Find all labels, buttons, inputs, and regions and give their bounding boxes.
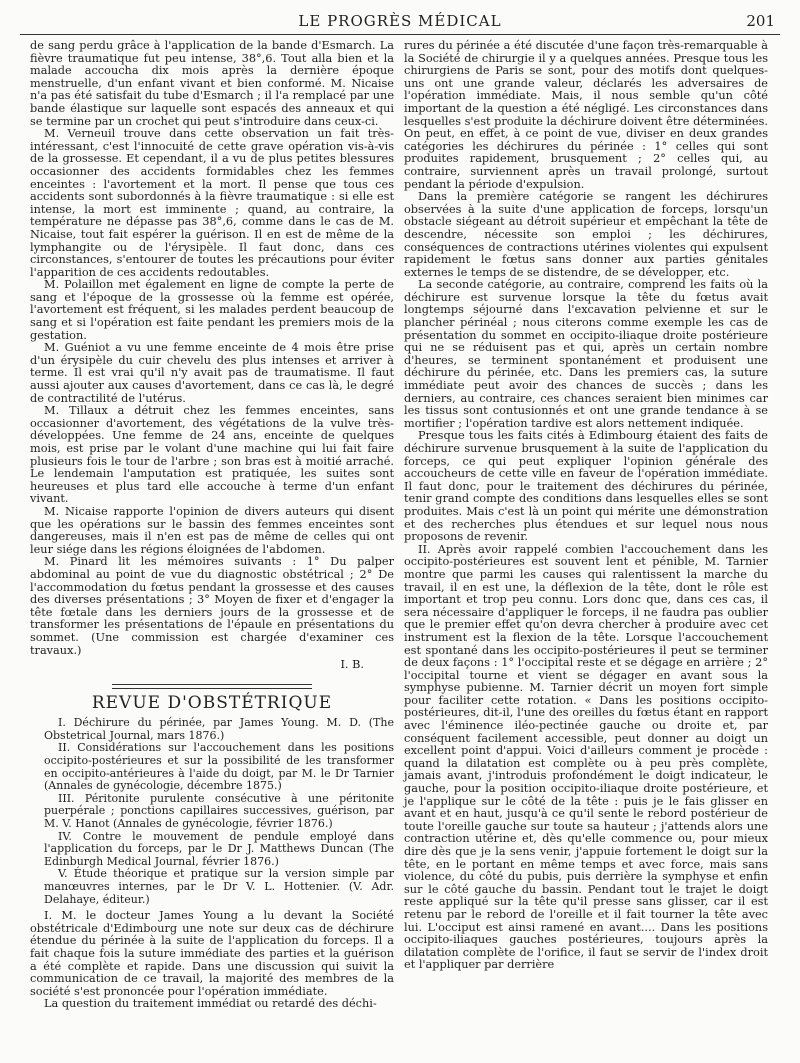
- review-item: III. Péritonite purulente consécutive à une péritonite puerpérale ; ponctions capillaires successives, guérison, par M. V. Hanot (Annales de gynécologie, février 1876.): [44, 791, 394, 831]
- page-number: 201: [746, 12, 775, 30]
- paragraph: La seconde catégorie, au contraire, comprend les faits où la déchirure est survenue lorsque la tête du fœtus avait longtemps séjourné dans l'excavation pelvienne et sur le plancher périnéal ; nous citerons comme exemple les cas de présentation du sommet en occipito-iliaque droite postérieure qui ne se réduisent pas et qui, après un certain nombre d'heures, se terminent spontanément et produisent une déchirure du périnée, etc. Dans les premiers cas, la suture immédiate peut avoir des chances de succès ; dans les derniers, au contraire, ces chances seraient bien minimes car les tissus sont contusionnés et ont une grande tendance à se mortifier ; l'opération tardive est alors nettement indiquée.: [404, 278, 768, 430]
- paragraph: Presque tous les faits cités à Edimbourg étaient des faits de déchirure survenue brusquement à la suite de l'application du forceps, ce qui peut expliquer l'opinion générale des accoucheurs de cette ville en faveur de l'opération immédiate. Il faut donc, pour le traitement des déchirures du périnée, tenir grand compte des conditions dans lesquelles elles se sont produites. Mais c'est là un point qui mérite une démonstration et des recherches plus étendues et sur lequel nous nous proposons de revenir.: [404, 429, 768, 544]
- journal-title: LE PROGRÈS MÉDICAL: [298, 12, 502, 30]
- paragraph: I. M. le docteur James Young a lu devant la Société obstétricale d'Edimbourg une note sur deux cas de déchirure étendue du périnée à la suite de l'application du forceps. Il a fait chaque fois la suture immédiate des parties et la guérison a été complète et rapide. Dans une discussion qui suivit la communication de ce travail, la majorité des membres de la société s'est prononcée pour l'opération immédiate.: [30, 909, 394, 998]
- paragraph: M. Nicaise rapporte l'opinion de divers auteurs qui disent que les opérations sur le bassin des femmes enceintes sont dangereuses, mais il n'en est pas de même de celles qui ont leur siége dans les régions éloignées de l'abdomen.: [30, 504, 394, 556]
- paragraph: M. Verneuil trouve dans cette observation un fait très-intéressant, c'est l'innocuité de cette grave opération vis-à-vis de la grossesse. Et cependant, il a vu de plus petites blessures occasionner des accidents formidables chez les femmes enceintes : l'avortement et la mort. Il pense que tous ces accidents sont subordonnés à la fièvre traumatique : si elle est intense, la mort est imminente ; quand, au contraire, la température ne dépasse pas 38°,6, comme dans le cas de M. Nicaise, tout fait espérer la guérison. Il en est de même de la lymphangite ou de l'érysipèle. Il faut donc, dans ces circonstances, s'entourer de toutes les précautions pour éviter l'apparition de ces accidents redoutables.: [30, 127, 394, 279]
- review-item: I. Déchirure du périnée, par James Young. M. D. (The Obstetrical Journal, mars 1876.): [44, 716, 394, 742]
- header-rule: [20, 34, 780, 35]
- paragraph: rures du périnée a été discutée d'une façon très-remarquable à la Société de chirurgie il y a quelques années. Presque tous les chirurgiens de Paris se sont, pour des motifs dont quelques-uns ont une grande valeur, déclarés les adversaires de l'opération immédiate. Mais, il nous semble qu'un côté important de la question a été négligé. Les circonstances dans lesquelles s'est produite la déchirure doivent être déterminées. On peut, en effet, à ce point de vue, diviser en deux grandes catégories les déchirures du périnée : 1° celles qui sont produites rapidement, brusquement ; 2° celles qui, au contraire, surviennent après un travail prolongé, surtout pendant la période d'expulsion.: [404, 39, 768, 191]
- paragraph: M. Polaillon met également en ligne de compte la perte de sang et l'époque de la grossesse où la femme est opérée, l'avortement est fréquent, si les malades perdent beaucoup de sang et si l'opération est faite pendant les premiers mois de la gestation.: [30, 278, 394, 342]
- review-item: V. Étude théorique et pratique sur la version simple par manœuvres internes, par le Dr V. L. Hottenier. (V. Adr. Delahaye, éditeur.): [44, 867, 394, 906]
- right-column: [404, 40, 768, 972]
- paragraph: Dans la première catégorie se rangent les déchirures observées à la suite d'une application de forceps, lorsqu'un obstacle siégeant au détroit supérieur et empêchant la tête de descendre, nécessite son emploi ; les déchirures, conséquences de contractions utérines violentes qui expulsent rapidement le fœtus sans donner aux parties génitales externes le temps de se distendre, de se développer, etc.: [404, 190, 768, 279]
- paragraph: M. Guéniot a vu une femme enceinte de 4 mois être prise d'un érysipèle du cuir chevelu des plus intenses et arriver à terme. Il est vrai qu'il n'y avait pas de traumatisme. Il faut aussi ajouter aux causes d'avortement, dans ce cas là, le degré de contractilité de l'utérus.: [30, 341, 394, 405]
- review-item: IV. Contre le mouvement de pendule employé dans l'application du forceps, par le Dr J. Matthews Duncan (The Edinburgh Medical Journal, février 1876.): [44, 829, 394, 868]
- running-header: [25, 10, 775, 32]
- paragraph: de sang perdu grâce à l'application de la bande d'Esmarch. La fièvre traumatique fut peu intense, 38°,6. Tout alla bien et la malade accoucha dix mois après la dernière époque menstruelle, d'un enfant vivant et bien conformé. M. Nicaise n'a pas été satisfait du tube d'Esmarch ; il l'a remplacé par une bande élastique sur laquelle sont espacés des anneaux et qui se termine par un crochet qui peut s'introduire dans ceux-ci.: [30, 39, 394, 128]
- left-column: [30, 40, 394, 1011]
- paragraph: M. Tillaux a détruit chez les femmes enceintes, sans occasionner d'avortement, des végétations de la vulve très-développées. Une femme de 24 ans, enceinte de quelques mois, est prise par le volant d'une machine qui lui fait faire plusieurs fois le tour de l'arbre ; son bras est à moitié arraché. Le lendemain l'amputation est pratiquée, les suites sont heureuses et plus tard elle accouche à terme d'un enfant vivant.: [30, 404, 394, 506]
- paragraph: M. Pinard lit les mémoires suivants : 1° Du palper abdominal au point de vue du diagnostic obstétrical ; 2° De l'accommodation du fœtus pendant la grossesse et des causes des diverses présentations ; 3° Moyen de fixer et d'engager la tête fœtale dans les derniers jours de la grossesse et de transformer les présentations de l'épaule en présentations du sommet. (Une commission est chargée d'examiner ces travaux.): [30, 555, 394, 657]
- paragraph: La question du traitement immédiat ou retardé des déchi-: [44, 997, 377, 1011]
- review-item: II. Considérations sur l'accouchement dans les positions occipito-postérieures et sur la possibilité de les transformer en occipito-antérieures à l'aide du doigt, par M. le Dr Tarnier (Annales de gynécologie, décembre 1875.): [44, 741, 394, 793]
- section-separator: [112, 684, 312, 689]
- signature: I. B.: [340, 658, 364, 672]
- section-title: REVUE D'OBSTÉTRIQUE: [91, 692, 333, 713]
- paragraph: II. Après avoir rappelé combien l'accouchement dans les occipito-postérieures est souvent lent et pénible, M. Tarnier montre que parmi les causes qui ralentissent la marche du travail, il en est une, la déflexion de la tête, dont le rôle est important et trop peu connu. Lors donc que, dans ces cas, il sera nécessaire d'appliquer le forceps, il ne faudra pas oublier que le premier effet qu'on devra chercher à produire avec cet instrument est la flexion de la tête. Lorsque l'accouchement est spontané dans les occipito-postérieures il peut se terminer de deux façons : 1° l'occipital reste et se dégage en arrière ; 2° l'occipital tourne et vient se dégager en avant sous la symphyse pubienne. M. Tarnier décrit un moyen fort simple pour faciliter cette rotation. « Dans les positions occipito-postérieures, dit-il, l'une des oreilles du fœtus étant en rapport avec l'éminence iléo-pectinée gauche ou droite et, par conséquent facilement accessible, peut donner au doigt un excellent point d'appui. Voici d'ailleurs comment je procède : quand la dilatation est complète ou à peu près complète, jamais avant, j'introduis profondément le doigt indicateur, le gauche, pour la position occipito-iliaque droite postérieure, et je l'applique sur le côté de la tête : puis je le fais glisser en avant et en haut, jusqu'à ce qu'il sente le rebord postérieur de toute l'oreille gauche sur toute sa hauteur ; j'attends alors une contraction utérine et, dès qu'elle commence ou, pour mieux dire dès que je la sens venir, j'appuie fortement le doigt sur la tête, en le portant en même temps et avec force, mais sans violence, du côté du pubis, puis derrière la symphyse et enfin sur le côté gauche du bassin. Pendant tout le trajet le doigt reste appliqué sur la tête qu'il presse sans glisser, car il est retenu par le rebord de l'oreille et il fait tourner la tête avec lui. L'occiput est ainsi ramené en avant.... Dans les positions occipito-iliaques gauches postérieures, toujours après la dilatation complète de l'orifice, il faut se servir de l'index droit et l'appliquer par derrière: [404, 542, 768, 972]
